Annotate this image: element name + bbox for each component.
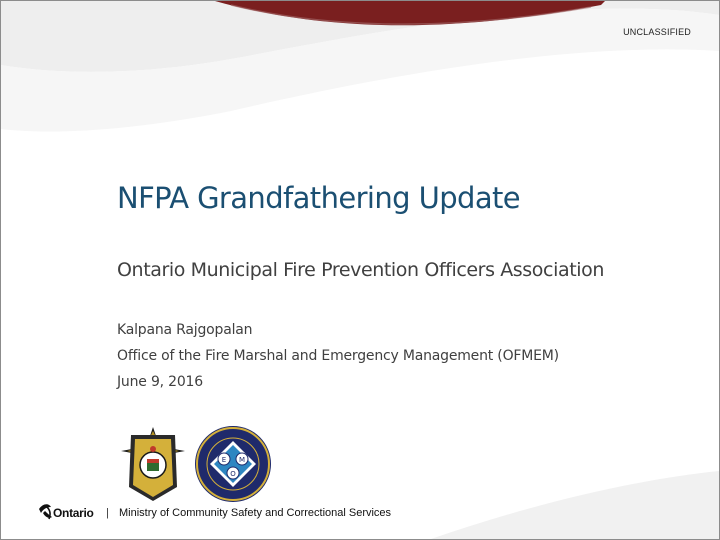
presentation-date: June 9, 2016 xyxy=(117,374,203,390)
fire-marshal-cross-emblem xyxy=(121,427,185,501)
seal-letter-e: E xyxy=(221,456,227,464)
seal-letter-o: O xyxy=(230,470,236,478)
slide-subtitle: Ontario Municipal Fire Prevention Officers Association xyxy=(117,259,604,281)
slide-title: NFPA Grandfathering Update xyxy=(117,181,521,215)
footer-separator: | xyxy=(106,507,109,519)
emblems xyxy=(117,425,277,503)
presenter-name: Kalpana Rajgopalan xyxy=(117,322,253,338)
presenter-block xyxy=(117,317,559,395)
seal-letter-m: M xyxy=(238,456,246,464)
ontario-wordmark: Ontario xyxy=(53,506,94,520)
classification-label: UNCLASSIFIED xyxy=(623,27,691,37)
emergency-management-seal xyxy=(195,426,271,502)
bottom-gray-swoosh xyxy=(431,471,719,539)
presenter-organization: Office of the Fire Marshal and Emergency Management (OFMEM) xyxy=(117,348,559,364)
ministry-name: Ministry of Community Safety and Correctional Services xyxy=(119,507,392,519)
